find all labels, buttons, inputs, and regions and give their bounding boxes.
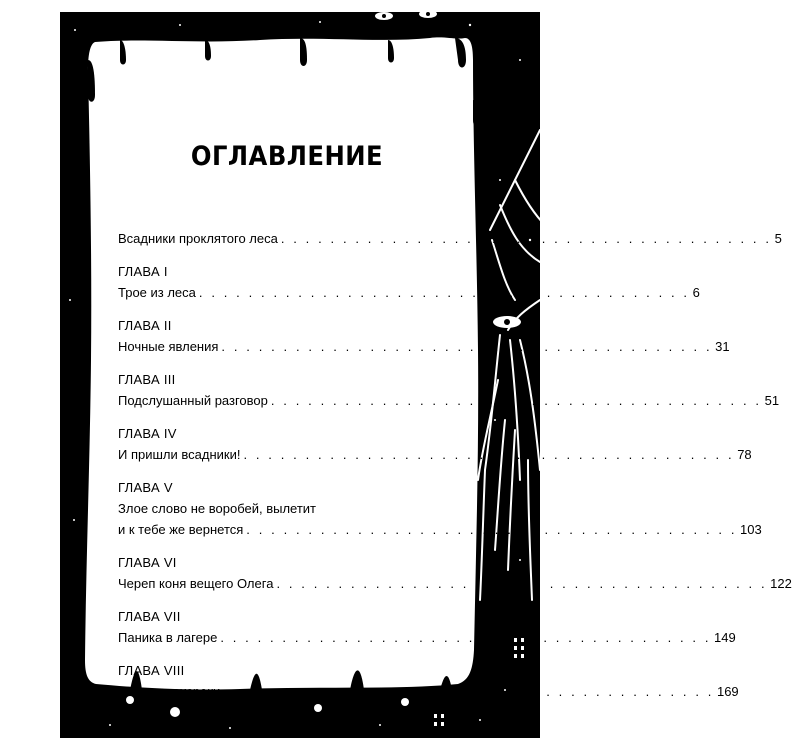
entry-title: Люди и призраки <box>118 684 221 699</box>
entry-title-line-2: и к тебе же вернется <box>118 522 244 537</box>
leader-dots: . . . . . . . . . . . . . . . . . . . . . . . . . . . . . . . . . . . . . . . . <box>280 231 772 246</box>
leader-dots: . . . . . . . . . . . . . . . . . . . . . . . . . . . . . . . . . . . . . . . . <box>276 576 768 591</box>
entry-title: Трое из леса <box>118 285 196 300</box>
entry-title: Череп коня вещего Олега <box>118 576 274 591</box>
chapter-label: ГЛАВА III <box>118 372 176 387</box>
chapter-label: ГЛАВА V <box>118 480 173 495</box>
table-of-contents <box>118 140 792 714</box>
page-number: 31 <box>715 339 730 354</box>
chapter-label: ГЛАВА IV <box>118 426 177 441</box>
leader-dots: . . . . . . . . . . . . . . . . . . . . . . . . . . . . . . . . . . . . . . . . <box>220 630 712 645</box>
page-number: 149 <box>714 630 736 645</box>
entry-title: Ночные явления <box>118 339 219 354</box>
toc-title: ОГЛАВЛЕНИЕ <box>190 141 384 172</box>
toc-entry-chapter-5[interactable] <box>118 477 762 540</box>
entry-title: Подслушанный разговор <box>118 393 268 408</box>
toc-entry-chapter-2[interactable] <box>118 315 730 357</box>
toc-entry-chapter-4[interactable] <box>118 423 752 465</box>
entry-title: Паника в лагере <box>118 630 218 645</box>
leader-dots: . . . . . . . . . . . . . . . . . . . . . . . . . . . . . . . . . . . . . . . . <box>270 393 762 408</box>
entry-title-line-1: Злое слово не воробей, вылетит <box>118 501 317 516</box>
toc-entry-chapter-7[interactable] <box>118 606 736 648</box>
toc-entry-chapter-8[interactable] <box>118 660 739 702</box>
leader-dots: . . . . . . . . . . . . . . . . . . . . . . . . . . . . . . . . . . . . . . . . <box>243 447 735 462</box>
toc-entry-prologue[interactable] <box>118 228 782 249</box>
page-number: 6 <box>692 285 700 300</box>
toc-entry-chapter-3[interactable] <box>118 369 780 411</box>
leader-dots: . . . . . . . . . . . . . . . . . . . . . . . . . . . . . . . . . . . . . . . . <box>221 339 713 354</box>
entry-title: И пришли всадники! <box>118 447 241 462</box>
toc-entry-chapter-1[interactable] <box>118 261 700 303</box>
toc-entry-chapter-6[interactable] <box>118 552 792 594</box>
chapter-label: ГЛАВА I <box>118 264 168 279</box>
page-number: 169 <box>716 684 739 699</box>
page-number: 5 <box>774 231 782 246</box>
chapter-label: ГЛАВА VIII <box>118 663 185 678</box>
leader-dots: . . . . . . . . . . . . . . . . . . . . . . . . . . . . . . . . . . . . . . . . <box>223 684 714 699</box>
chapter-label: ГЛАВА VI <box>118 555 177 570</box>
chapter-label: ГЛАВА VII <box>118 609 181 624</box>
page-number: 51 <box>764 393 780 408</box>
page-number: 103 <box>740 522 762 537</box>
chapter-label: ГЛАВА II <box>118 318 172 333</box>
entry-title: Всадники проклятого леса <box>118 231 278 246</box>
leader-dots: . . . . . . . . . . . . . . . . . . . . . . . . . . . . . . . . . . . . . . . . <box>198 285 690 300</box>
page-number: 78 <box>737 447 752 462</box>
page-number: 122 <box>770 576 792 591</box>
drips-top-icon <box>88 38 478 126</box>
leader-dots: . . . . . . . . . . . . . . . . . . . . . . . . . . . . . . . . . . . . . . . . <box>246 522 738 537</box>
